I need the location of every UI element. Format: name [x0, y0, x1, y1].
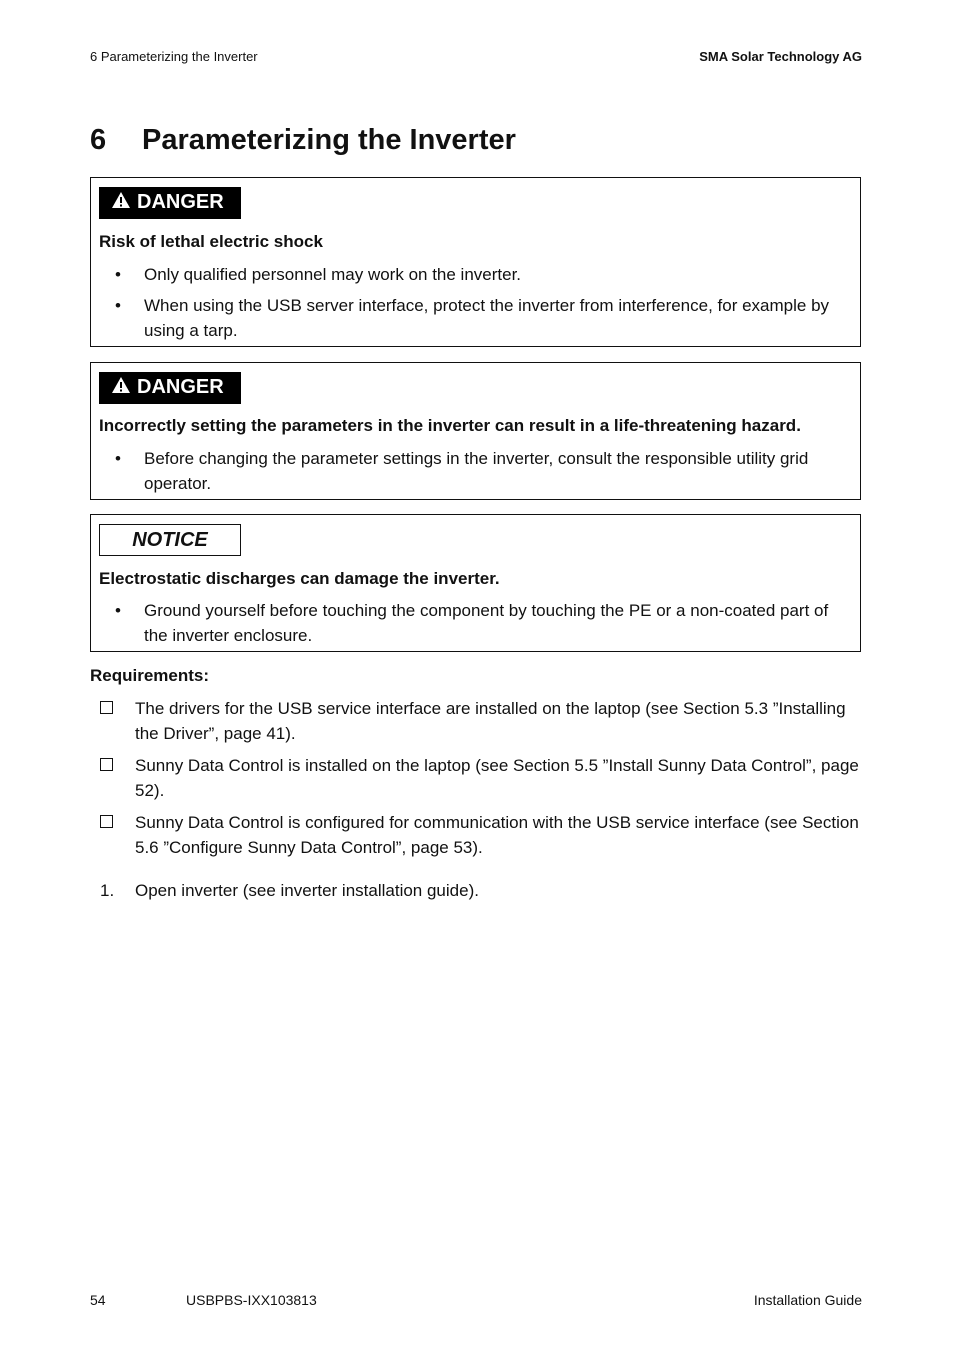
- list-item: The drivers for the USB service interface are installed on the laptop (see Section 5.3 ”Installing the Driver”, page 41).: [90, 696, 862, 746]
- list-item: • Only qualified personnel may work on the inverter.: [99, 262, 850, 287]
- page-number: 54: [90, 1292, 106, 1308]
- list-item: Sunny Data Control is installed on the laptop (see Section 5.5 ”Install Sunny Data Control”, page 52).: [90, 753, 862, 803]
- bullet: •: [115, 265, 121, 284]
- warning-triangle-icon: [111, 373, 131, 403]
- chapter-number: 6: [90, 124, 107, 156]
- notice-box-electrostatic: [90, 514, 861, 652]
- warning-triangle-icon: [111, 188, 131, 218]
- list-item: • Before changing the parameter settings in the inverter, consult the responsible utility grid operator.: [99, 446, 850, 496]
- step-1: [90, 878, 479, 903]
- danger-label: [99, 372, 241, 404]
- requirements-title: Requirements:: [90, 666, 210, 685]
- list-item: • Ground yourself before touching the component by touching the PE or a non-coated part of the inverter enclosure.: [99, 598, 850, 648]
- danger-label-text: DANGER: [137, 376, 224, 398]
- list-item: • When using the USB server interface, protect the inverter from interference, for example by using a tarp.: [99, 293, 850, 343]
- warning-list: [99, 598, 850, 654]
- warning-list: [99, 446, 850, 502]
- danger-box-parameters: [90, 362, 861, 500]
- running-header-company: SMA Solar Technology AG: [699, 49, 862, 64]
- warning-heading: Incorrectly setting the parameters in the inverter can result in a life-threatening hazard.: [99, 416, 801, 435]
- page-title: [90, 124, 516, 157]
- bullet: •: [115, 601, 121, 620]
- warning-heading: Electrostatic discharges can damage the inverter.: [99, 569, 500, 588]
- bullet: •: [115, 449, 121, 468]
- step-text: Open inverter (see inverter installation guide).: [135, 881, 479, 900]
- bullet: •: [115, 296, 121, 315]
- checkbox-icon: [100, 815, 113, 828]
- document-id: USBPBS-IXX103813: [186, 1292, 317, 1308]
- requirements-list: [90, 696, 862, 867]
- danger-label-text: DANGER: [137, 191, 224, 213]
- checkbox-icon: [100, 701, 113, 714]
- chapter-title: Parameterizing the Inverter: [142, 124, 516, 156]
- step-number: 1.: [100, 881, 115, 900]
- danger-box-electric-shock: [90, 177, 861, 347]
- list-item: Sunny Data Control is configured for communication with the USB service interface (see Section 5.6 ”Configure Sunny Data Control”, page 53).: [90, 810, 862, 860]
- running-header-section: 6 Parameterizing the Inverter: [90, 49, 258, 64]
- warning-heading: Risk of lethal electric shock: [99, 232, 323, 251]
- checkbox-icon: [100, 758, 113, 771]
- document-type: Installation Guide: [753, 1292, 862, 1308]
- notice-label: NOTICE: [99, 524, 241, 556]
- danger-label: [99, 187, 241, 219]
- warning-list: [99, 262, 850, 349]
